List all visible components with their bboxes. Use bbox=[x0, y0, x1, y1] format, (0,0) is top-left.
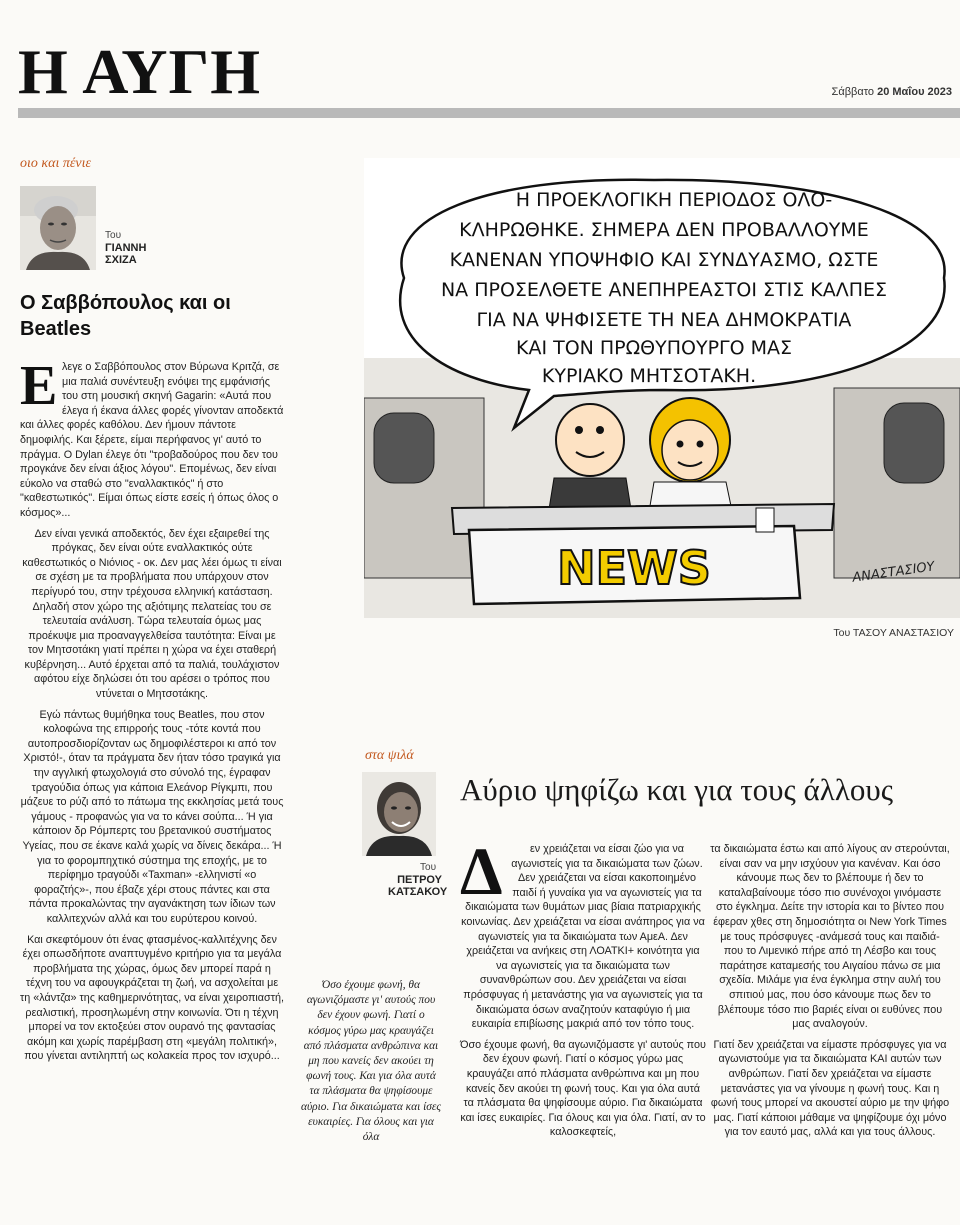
author-name-right: ΠΕΤΡΟΥ ΚΑΤΣΑΚΟΥ bbox=[388, 874, 448, 898]
column-label-left: οιο και πένιε bbox=[20, 156, 91, 171]
article-title-left: Ο Σαββόπουλος και οι Beatles bbox=[20, 292, 231, 340]
issue-date-day: Σάββατο bbox=[831, 86, 875, 98]
speech-line: Η ΠΡΟΕΚΛΟΓΙΚΗ ΠΕΡΙΟΔΟΣ ΟΛΟ- bbox=[515, 189, 833, 211]
paragraph: Και σκεφτόμουν ότι ένας φτασμένος-καλλιτέχνης δεν έχει οπωσδήποτε αναπτυγμένο κριτήριο για τα μεγάλα προβλήματα της χώρας, όμως δεν μπορεί παρά η τέχνη του να αφουγκράζεται τη ζωή, να ασχολείται με τη «λάντζα» της καθημερινότητας, να είναι χειροπιαστή, ρεαλιστική, προσηλωμένη στην κοινωνία. Ότι η τέχνη μπορεί να τον εκτοξεύει στον ουρανό της φαντασίας ακόμη και χωρίς παρέμβαση στη «μεγάλη πολιτική», που γίνεται αντιληπτή ως κολακεία προς τον ισχυρό... bbox=[20, 933, 284, 1063]
author-photo-left bbox=[20, 186, 96, 270]
paragraph: Όσο έχουμε φωνή, θα αγωνιζόμαστε γι' αυτούς που δεν έχουν φωνή. Γιατί ο κόσμος γύρω μας κραυγάζει από πλάσματα ανθρώπινα και μη που κανείς δεν ακούει τη φωνή τους. Και για όλα αυτά τα πλάσματα θα ψηφίσουμε αύριο. Για δικαιώματα και ίσες ευκαιρίες. Για όλους και για όλα. Γιατί, αν το καλοσκεφτείς, bbox=[460, 1038, 706, 1139]
masthead-rule bbox=[18, 108, 960, 118]
byline-prefix-left: Του bbox=[105, 230, 122, 241]
paragraph: τα δικαιώματα έστω και από λίγους αν στερούνται, είναι σαν να μην ισχύουν για κανέναν. Και όσο κάνουμε πως δεν το βλέπουμε ή δεν το καταλαβαίνουμε τόσο πιο συνένοχοι γινόμαστε στο έγκλημα. Δείτε την ιστορία και το βίντεο που έφεραν χθες στη δημοσιότητα οι New York Times με τους πρόσφυγες -ανάμεσά τους και παιδιά- που το Λιμενικό πήρε από τη Λέσβο και τους παράτησε καταμεσής του Αιγαίου πάνω σε μια σχεδία. Μιλάμε για ένα έγκλημα στην αυλή του σπιτιού μας, που όσο κάνουμε πως δεν το βλέπουμε τόσο πιο βαριές είναι οι ευθύνες που μας αναλογούν. bbox=[710, 843, 950, 1031]
article-title-right: Αύριο ψηφίζω και για τους άλλους bbox=[460, 772, 893, 807]
paragraph: Δεν είναι γενικά αποδεκτός, δεν έχει εξαιρεθεί της πρόγκας, δεν είναι ούτε εναλλακτικός ούτε καθεστωτικός ο Νιόνιος - οκ. Δεν μας λέει όμως τι είναι σε σχέση με τα προβλήματα που υπάρχουν στον περίγυρό του, στην τρέχουσα ελληνική κατάσταση. Δηλαδή στον χώρο της αξιότιμης πελατείας του σε τελευταία ανάλυση. Τώρα τελευταία όμως μας προέκυψε μια προαναγγελθείσα ταυτότητα: Είναι με τον Μητσοτάκη γιατί πρέπει η χώρα να έχει σταθερή κυβέρνηση... Αυτό έρχεται από τα παλιά, τουλάχιστον αφότου είχε δηλώσει ότι του αρέσει ο τρόπος που ντύνεται ο Μητσοτάκης. bbox=[22, 527, 282, 701]
author-name-left: ΓΙΑΝΝΗ ΣΧΙΖΑ bbox=[105, 242, 147, 266]
speech-line: ΚΛΗΡΩΘΗΚΕ. ΣΗΜΕΡΑ ΔΕΝ ΠΡΟΒΑΛΛΟΥΜΕ bbox=[459, 219, 869, 241]
author-photo-right bbox=[362, 772, 436, 856]
issue-date bbox=[832, 86, 952, 98]
paragraph-text: λεγε ο Σαββόπουλος στον Βύρωνα Κριτζά, σε μια παλιά συνέντευξη ενόψει της εμφάνισής του στη μουσική σκηνή Gagarin: «Αυτά που έλεγα ή έκανα άλλες φορές γίνονταν αποδεκτά και άλλες φορές καθόλου. Δεν ήμουν πάντοτε δημοφιλής. Και ξέρετε, είμαι περήφανος γι' αυτό το πράγμα. Ο Dylan έλεγε ότι "τροβαδούρος που δεν του προγκάνε δεν είναι άξιος λόγου". Επομένως, δεν είναι εύκολο να σταθώ στο "εναλλακτικός" ή στο "καθεστωτικός". Είμαι όπως είστε εσείς ή όπως όλος ο κόσμος»... bbox=[20, 361, 284, 519]
issue-date-rest: 20 Μαΐου 2023 bbox=[877, 86, 952, 98]
article-body-left bbox=[20, 355, 284, 1070]
editorial-cartoon bbox=[364, 158, 960, 618]
masthead-title: Η ΑΥΓΗ bbox=[18, 36, 261, 107]
paragraph bbox=[20, 355, 284, 521]
article-body-right-col1 bbox=[460, 833, 706, 1146]
paragraph-text: εν χρειάζεται να είσαι ζώο για να αγωνιστείς για τα δικαιώματα των ζώων. Δεν χρειάζεται να είσαι κακοποιημένο παιδί ή γυναίκα για να αγωνιστείς για τα δικαιώματα των θυμάτων μιας βίαια πατριαρχικής κοινωνίας. Δεν χρειάζεται να είσαι ανάπηρος για να αγωνιστείς για τα δικαιώματα των ΑμεΑ. Δεν χρειάζεται να ανήκεις στη ΛΟΑΤΚΙ+ κοινότητα για να αγωνιστείς για τα δικαιώματα των συνανθρώπων σου. Δεν χρειάζεται να είσαι πρόσφυγας ή μετανάστης για να αγωνιστείς για τα δικαιώματα όσων αναζητούν καταφύγιο ή μια ευκαιρία επιβίωσης μακριά από τον τόπο τους. bbox=[461, 843, 705, 1031]
speech-line: ΚΑΝΕΝΑΝ ΥΠΟΨΗΦΙΟ ΚΑΙ ΣΥΝΔΥΑΣΜΟ, ΩΣΤΕ bbox=[449, 249, 879, 271]
speech-line: ΓΙΑ ΝΑ ΨΗΦΙΣΕΤΕ ΤΗ ΝΕΑ ΔΗΜΟΚΡΑΤΙΑ bbox=[476, 309, 852, 331]
speech-line: ΚΑΙ ΤΟΝ ΠΡΩΘΥΠΟΥΡΓΟ ΜΑΣ bbox=[515, 337, 793, 359]
cartoon-credit: Του ΤΑΣΟΥ ΑΝΑΣΤΑΣΙΟΥ bbox=[833, 627, 954, 639]
paragraph bbox=[460, 833, 706, 1032]
dropcap-left: Ε bbox=[20, 355, 58, 417]
cartoonist-signature: ΑΝΑΣΤΑΣΙΟΥ bbox=[851, 559, 936, 586]
article-body-right-col2 bbox=[710, 842, 950, 1146]
byline-prefix-right: Του bbox=[420, 862, 437, 873]
dropcap-right: Δ bbox=[460, 833, 503, 909]
speech-line: ΝΑ ΠΡΟΣΕΛΘΕΤΕ ΑΝΕΠΗΡΕΑΣΤΟΙ ΣΤΙΣ ΚΑΛΠΕΣ bbox=[440, 279, 888, 301]
paragraph: Γιατί δεν χρειάζεται να είμαστε πρόσφυγες για να αγωνιστούμε για τα δικαιώματα ΚΑΙ αυτών των ανθρώπων. Γιατί δεν χρειάζεται να είμαστε μετανάστες για να γίνουμε η φωνή τους. Και η φωνή τους μπορεί να ακουστεί αύριο με την ψήφο μας. Γιατί κάποιοι μάθαμε να ψηφίζουμε όχι μόνο για τον εαυτό μας, αλλά και για τους άλλους. bbox=[710, 1038, 950, 1139]
column-label-right: στα ψιλά bbox=[365, 748, 414, 763]
paragraph: Εγώ πάντως θυμήθηκα τους Beatles, που στον κολοφώνα της επιρροής τους -τότε κοντά που αυτοπροσδιορίζονταν ως δημοφιλέστεροι κι από τον Χριστό!-, όταν τα πράγματα δεν ήταν τόσο τραγικά για την αγγλική φτωχολογιά στο σύνολό της, έγραφαν τραγούδια όπως για κάποια Ελεάνορ Ρίγκμπι, που μάζευε το ρύζι από το πάτωμα της εκκλησίας μετά τους γάμους - προφανώς για να το κάνει σούπα... Ή για κάποιον δρ Ρόμπερτς του βρετανικού συστήματος Υγείας, που σε έκανε καλά χωρίς να δίνεις δεκάρα... Ή για το φορομπηχτικό σύστημα της εποχής, με το περίφημο τραγούδι «Taxman» -ελληνιστί «ο φοραζτής»-, που έβαζε χέρι στους πάντες και στα πάντα προκαλώντας την αγανάκτηση των ίδιων των καλλιτεχνών αλλά και του ευρύτερου κοινού. bbox=[20, 708, 284, 925]
speech-line: ΚΥΡΙΑΚΟ ΜΗΤΣΟΤΑΚΗ. bbox=[541, 365, 757, 387]
desk-label: NEWS bbox=[557, 541, 711, 595]
pull-quote: Όσο έχουμε φωνή, θα αγωνιζόμαστε γι' αυτούς που δεν έχουν φωνή. Γιατί ο κόσμος γύρω μας κραυγάζει από πλάσματα ανθρώπινα και μη που κανείς δεν ακούει τη φωνή τους. Και για όλα αυτά τα πλάσματα θα ψηφίσουμε αύριο. Για δικαιώματα και ίσες ευκαιρίες. Για όλους και για όλα bbox=[300, 979, 442, 1144]
